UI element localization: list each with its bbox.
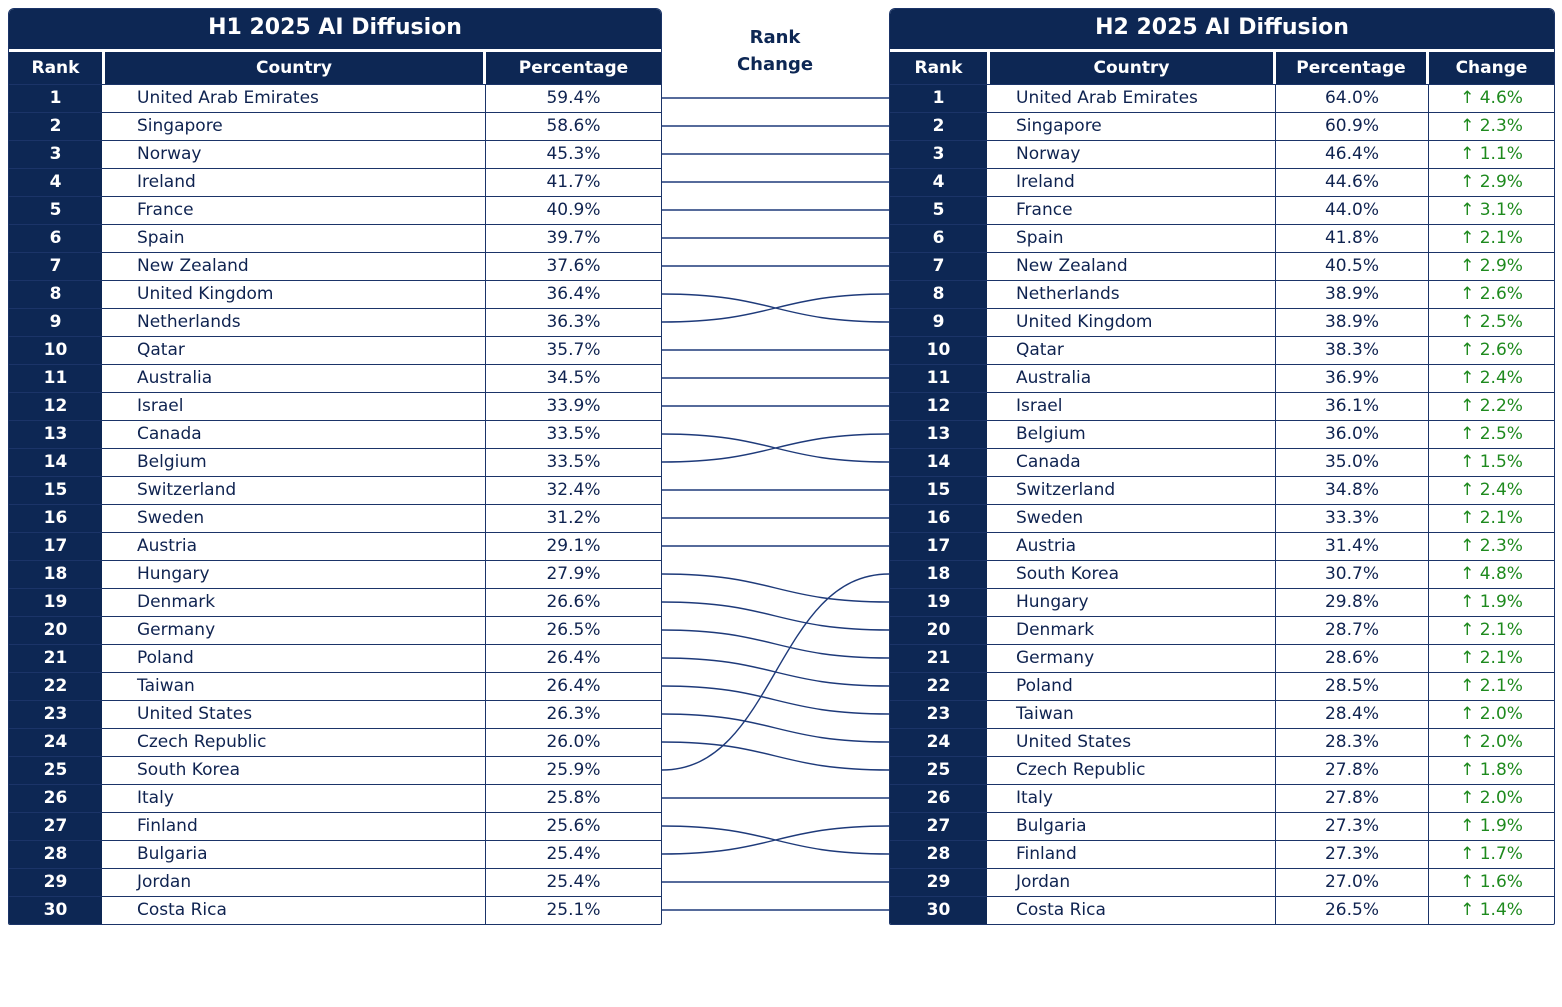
- h1-percentage-cell: 26.6%: [546, 592, 601, 612]
- h2-rank-cell: 27: [890, 813, 990, 840]
- h2-table-row: [890, 728, 1554, 756]
- h2-percentage-cell: 31.4%: [1276, 533, 1429, 560]
- h2-change-cell: ↑ 2.9%: [1460, 172, 1523, 192]
- h1-country-cell: United Arab Emirates: [105, 85, 486, 112]
- h1-country-cell: Jordan: [105, 869, 486, 896]
- h2-percentage-cell: 28.7%: [1276, 617, 1429, 644]
- h2-percentage-cell: 36.0%: [1276, 421, 1429, 448]
- h2-rank-cell: 8: [890, 281, 990, 308]
- h2-table-row: [890, 140, 1554, 168]
- h1-rank-cell: 8: [9, 281, 105, 308]
- h2-percentage-cell: 46.4%: [1276, 141, 1429, 168]
- h1-country-cell: Austria: [105, 533, 486, 560]
- h2-percentage-cell: 27.3%: [1276, 813, 1429, 840]
- h2-table-row: [890, 196, 1554, 224]
- h2-country-cell: Jordan: [990, 869, 1276, 896]
- h1-percentage-cell: 25.6%: [546, 816, 601, 836]
- h1-country-cell: Qatar: [105, 337, 486, 364]
- h2-table-row: [890, 168, 1554, 196]
- h2-country-cell: Bulgaria: [990, 813, 1276, 840]
- h1-percentage-cell: 26.3%: [546, 704, 601, 724]
- h2-table-row: [890, 588, 1554, 616]
- h2-change-cell: ↑ 2.4%: [1460, 368, 1523, 388]
- h2-header-rank: Rank: [890, 52, 990, 84]
- h2-country-cell: United States: [990, 729, 1276, 756]
- h2-rank-cell: 21: [890, 645, 990, 672]
- h2-table-row: [890, 700, 1554, 728]
- h2-rank-cell: 3: [890, 141, 990, 168]
- h1-rank-cell: 5: [9, 197, 105, 224]
- h2-percentage-cell: 38.3%: [1276, 337, 1429, 364]
- h2-change-cell: ↑ 4.6%: [1460, 88, 1523, 108]
- h2-change-cell: ↑ 2.0%: [1460, 704, 1523, 724]
- h1-header-country: Country: [105, 52, 486, 84]
- h2-change-cell: ↑ 3.1%: [1460, 200, 1523, 220]
- h1-rank-cell: 4: [9, 169, 105, 196]
- h2-header-change: Change: [1429, 52, 1554, 84]
- h2-table-row: [890, 784, 1554, 812]
- h2-change-cell: ↑ 2.1%: [1460, 228, 1523, 248]
- h1-rank-cell: 28: [9, 841, 105, 868]
- h1-country-cell: Canada: [105, 421, 486, 448]
- h2-country-cell: Qatar: [990, 337, 1276, 364]
- h2-country-cell: Austria: [990, 533, 1276, 560]
- h2-percentage-cell: 38.9%: [1276, 281, 1429, 308]
- h2-country-cell: Israel: [990, 393, 1276, 420]
- h2-change-cell: ↑ 1.1%: [1460, 144, 1523, 164]
- h2-country-cell: Belgium: [990, 421, 1276, 448]
- h1-rank-cell: 11: [9, 365, 105, 392]
- h2-table-row: [890, 644, 1554, 672]
- h2-table-row: [890, 224, 1554, 252]
- rank-link-19-to-20: [662, 602, 889, 630]
- h1-rank-cell: 7: [9, 253, 105, 280]
- h2-table: [889, 8, 1555, 925]
- h2-rank-cell: 19: [890, 589, 990, 616]
- h1-country-cell: South Korea: [105, 757, 486, 784]
- h1-country-cell: Italy: [105, 785, 486, 812]
- h1-percentage-cell: 26.5%: [546, 620, 601, 640]
- h1-rank-cell: 2: [9, 113, 105, 140]
- h1-country-cell: France: [105, 197, 486, 224]
- h1-rank-cell: 18: [9, 561, 105, 588]
- h2-percentage-cell: 28.4%: [1276, 701, 1429, 728]
- h2-change-cell: ↑ 1.9%: [1460, 816, 1523, 836]
- h2-rank-cell: 25: [890, 757, 990, 784]
- h2-percentage-cell: 60.9%: [1276, 113, 1429, 140]
- h1-percentage-cell: 35.7%: [546, 340, 601, 360]
- h2-percentage-cell: 27.8%: [1276, 785, 1429, 812]
- h2-country-cell: Italy: [990, 785, 1276, 812]
- h1-country-cell: Australia: [105, 365, 486, 392]
- h2-percentage-cell: 27.3%: [1276, 841, 1429, 868]
- h1-rank-cell: 26: [9, 785, 105, 812]
- h2-country-cell: Australia: [990, 365, 1276, 392]
- h2-percentage-cell: 28.3%: [1276, 729, 1429, 756]
- h2-country-cell: Netherlands: [990, 281, 1276, 308]
- h2-table-row: [890, 448, 1554, 476]
- h1-rank-cell: 3: [9, 141, 105, 168]
- h2-country-cell: Germany: [990, 645, 1276, 672]
- h1-country-cell: Ireland: [105, 169, 486, 196]
- h1-rank-cell: 21: [9, 645, 105, 672]
- h2-rank-cell: 17: [890, 533, 990, 560]
- h2-rank-cell: 22: [890, 673, 990, 700]
- h1-percentage-cell: 25.9%: [546, 760, 601, 780]
- h1-rank-cell: 12: [9, 393, 105, 420]
- h2-rank-cell: 20: [890, 617, 990, 644]
- h2-table-row: [890, 560, 1554, 588]
- h2-percentage-cell: 33.3%: [1276, 505, 1429, 532]
- h2-table-row: [890, 756, 1554, 784]
- h2-rank-cell: 18: [890, 561, 990, 588]
- h2-rank-cell: 13: [890, 421, 990, 448]
- h2-table-row: [890, 840, 1554, 868]
- h2-rank-cell: 4: [890, 169, 990, 196]
- h1-country-cell: Switzerland: [105, 477, 486, 504]
- h2-rank-cell: 6: [890, 225, 990, 252]
- h2-rank-cell: 29: [890, 869, 990, 896]
- h2-country-cell: Taiwan: [990, 701, 1276, 728]
- h1-country-cell: Spain: [105, 225, 486, 252]
- h1-percentage-cell: 33.5%: [546, 424, 601, 444]
- h2-percentage-cell: 27.8%: [1276, 757, 1429, 784]
- h1-rank-cell: 14: [9, 449, 105, 476]
- h2-change-cell: ↑ 2.5%: [1460, 424, 1523, 444]
- h2-table-row: [890, 112, 1554, 140]
- h2-change-cell: ↑ 2.6%: [1460, 340, 1523, 360]
- h1-percentage-cell: 33.5%: [546, 452, 601, 472]
- h2-percentage-cell: 26.5%: [1276, 897, 1429, 924]
- h2-change-cell: ↑ 1.8%: [1460, 760, 1523, 780]
- h2-country-cell: Ireland: [990, 169, 1276, 196]
- h2-country-cell: Canada: [990, 449, 1276, 476]
- rank-link-9-to-8: [662, 294, 889, 322]
- h2-table-body: [890, 84, 1554, 924]
- rank-link-14-to-13: [662, 434, 889, 462]
- h2-change-cell: ↑ 2.4%: [1460, 480, 1523, 500]
- h1-percentage-cell: 26.4%: [546, 648, 601, 668]
- h2-percentage-cell: 44.0%: [1276, 197, 1429, 224]
- h1-percentage-cell: 31.2%: [546, 508, 601, 528]
- h1-header-percentage: Percentage: [486, 52, 661, 84]
- h2-change-cell: ↑ 2.9%: [1460, 256, 1523, 276]
- h2-rank-cell: 9: [890, 309, 990, 336]
- h1-percentage-cell: 27.9%: [546, 564, 601, 584]
- h1-country-cell: Germany: [105, 617, 486, 644]
- h1-rank-cell: 23: [9, 701, 105, 728]
- h1-percentage-cell: 33.9%: [546, 396, 601, 416]
- h1-percentage-cell: 25.4%: [546, 872, 601, 892]
- h2-country-cell: Hungary: [990, 589, 1276, 616]
- h1-rank-cell: 30: [9, 897, 105, 924]
- h2-percentage-cell: 41.8%: [1276, 225, 1429, 252]
- h2-change-cell: ↑ 1.4%: [1460, 900, 1523, 920]
- h2-rank-cell: 2: [890, 113, 990, 140]
- h1-country-cell: Finland: [105, 813, 486, 840]
- h1-rank-cell: 22: [9, 673, 105, 700]
- h2-change-cell: ↑ 2.5%: [1460, 312, 1523, 332]
- h2-percentage-cell: 28.5%: [1276, 673, 1429, 700]
- h2-change-cell: ↑ 2.1%: [1460, 648, 1523, 668]
- h1-country-cell: Poland: [105, 645, 486, 672]
- h1-rank-cell: 16: [9, 505, 105, 532]
- h1-percentage-cell: 36.4%: [546, 284, 601, 304]
- h1-country-cell: Singapore: [105, 113, 486, 140]
- h1-percentage-cell: 41.7%: [546, 172, 601, 192]
- h2-change-cell: ↑ 2.1%: [1460, 508, 1523, 528]
- h2-change-cell: ↑ 2.0%: [1460, 732, 1523, 752]
- h2-country-cell: Sweden: [990, 505, 1276, 532]
- h2-rank-cell: 28: [890, 841, 990, 868]
- h1-rank-cell: 20: [9, 617, 105, 644]
- rank-link-23-to-24: [662, 714, 889, 742]
- h1-percentage-cell: 36.3%: [546, 312, 601, 332]
- h2-percentage-cell: 34.8%: [1276, 477, 1429, 504]
- h2-percentage-cell: 64.0%: [1276, 85, 1429, 112]
- h2-rank-cell: 23: [890, 701, 990, 728]
- h2-table-row: [890, 420, 1554, 448]
- h2-change-cell: ↑ 1.7%: [1460, 844, 1523, 864]
- h2-header-percentage: Percentage: [1276, 52, 1429, 84]
- h2-rank-cell: 14: [890, 449, 990, 476]
- h2-percentage-cell: 38.9%: [1276, 309, 1429, 336]
- h2-table-row: [890, 308, 1554, 336]
- h1-table-title: H1 2025 AI Diffusion: [9, 9, 661, 52]
- h2-change-cell: ↑ 1.5%: [1460, 452, 1523, 472]
- h2-country-cell: Spain: [990, 225, 1276, 252]
- h2-country-cell: Finland: [990, 841, 1276, 868]
- h1-rank-cell: 24: [9, 729, 105, 756]
- h2-change-cell: ↑ 2.2%: [1460, 396, 1523, 416]
- h1-country-cell: Norway: [105, 141, 486, 168]
- h1-percentage-cell: 39.7%: [546, 228, 601, 248]
- h1-country-cell: Taiwan: [105, 673, 486, 700]
- h2-percentage-cell: 30.7%: [1276, 561, 1429, 588]
- h2-percentage-cell: 28.6%: [1276, 645, 1429, 672]
- h2-rank-cell: 10: [890, 337, 990, 364]
- h2-percentage-cell: 35.0%: [1276, 449, 1429, 476]
- h2-table-title: H2 2025 AI Diffusion: [890, 9, 1554, 52]
- h2-change-cell: ↑ 2.3%: [1460, 536, 1523, 556]
- h2-percentage-cell: 40.5%: [1276, 253, 1429, 280]
- h2-country-cell: Czech Republic: [990, 757, 1276, 784]
- h2-change-cell: ↑ 2.1%: [1460, 676, 1523, 696]
- h2-country-cell: Switzerland: [990, 477, 1276, 504]
- h1-percentage-cell: 25.8%: [546, 788, 601, 808]
- h2-country-cell: South Korea: [990, 561, 1276, 588]
- rank-change-label-line2: Change: [736, 54, 814, 75]
- h1-rank-cell: 29: [9, 869, 105, 896]
- h2-country-cell: United Kingdom: [990, 309, 1276, 336]
- h2-change-cell: ↑ 2.6%: [1460, 284, 1523, 304]
- h2-country-cell: Costa Rica: [990, 897, 1276, 924]
- h2-percentage-cell: 36.1%: [1276, 393, 1429, 420]
- h2-table-row: [890, 532, 1554, 560]
- h1-country-cell: Costa Rica: [105, 897, 486, 924]
- h1-country-cell: New Zealand: [105, 253, 486, 280]
- h1-country-cell: Sweden: [105, 505, 486, 532]
- h2-country-cell: Norway: [990, 141, 1276, 168]
- h1-country-cell: Czech Republic: [105, 729, 486, 756]
- h1-rank-cell: 1: [9, 85, 105, 112]
- h2-rank-cell: 15: [890, 477, 990, 504]
- h1-percentage-cell: 34.5%: [546, 368, 601, 388]
- h2-change-cell: ↑ 1.6%: [1460, 872, 1523, 892]
- rank-link-18-to-19: [662, 574, 889, 602]
- h1-country-cell: Denmark: [105, 589, 486, 616]
- h2-table-row: [890, 476, 1554, 504]
- h2-rank-cell: 24: [890, 729, 990, 756]
- h1-percentage-cell: 37.6%: [546, 256, 601, 276]
- h2-table-row: [890, 504, 1554, 532]
- h2-table-row: [890, 392, 1554, 420]
- h1-percentage-cell: 25.1%: [546, 900, 601, 920]
- h2-country-cell: United Arab Emirates: [990, 85, 1276, 112]
- h2-change-cell: ↑ 1.9%: [1460, 592, 1523, 612]
- h1-percentage-cell: 58.6%: [546, 116, 601, 136]
- h2-table-row: [890, 280, 1554, 308]
- h2-percentage-cell: 44.6%: [1276, 169, 1429, 196]
- h1-country-cell: Hungary: [105, 561, 486, 588]
- rank-link-20-to-21: [662, 630, 889, 658]
- h2-change-cell: ↑ 2.1%: [1460, 620, 1523, 640]
- h1-rank-cell: 15: [9, 477, 105, 504]
- h2-table-header: [890, 52, 1554, 84]
- h1-rank-cell: 6: [9, 225, 105, 252]
- h1-rank-cell: 27: [9, 813, 105, 840]
- h2-rank-cell: 1: [890, 85, 990, 112]
- h2-table-row: [890, 896, 1554, 924]
- h2-change-cell: ↑ 4.8%: [1460, 564, 1523, 584]
- h1-country-cell: United Kingdom: [105, 281, 486, 308]
- h1-rank-cell: 13: [9, 421, 105, 448]
- h2-table-row: [890, 252, 1554, 280]
- h2-rank-cell: 26: [890, 785, 990, 812]
- h1-percentage-cell: 29.1%: [546, 536, 601, 556]
- h1-rank-cell: 10: [9, 337, 105, 364]
- h1-percentage-cell: 59.4%: [546, 88, 601, 108]
- h1-percentage-cell: 40.9%: [546, 200, 601, 220]
- h2-percentage-cell: 29.8%: [1276, 589, 1429, 616]
- h1-header-rank: Rank: [9, 52, 105, 84]
- h1-rank-cell: 25: [9, 757, 105, 784]
- h2-table-row: [890, 868, 1554, 896]
- h2-change-cell: ↑ 2.0%: [1460, 788, 1523, 808]
- rank-change-label-line1: Rank: [749, 27, 801, 48]
- h2-rank-cell: 7: [890, 253, 990, 280]
- h1-country-cell: Belgium: [105, 449, 486, 476]
- h1-country-cell: Israel: [105, 393, 486, 420]
- rank-link-22-to-23: [662, 686, 889, 714]
- h1-country-cell: Netherlands: [105, 309, 486, 336]
- h1-percentage-cell: 45.3%: [546, 144, 601, 164]
- h2-header-country: Country: [990, 52, 1276, 84]
- h2-country-cell: France: [990, 197, 1276, 224]
- h2-rank-cell: 5: [890, 197, 990, 224]
- h2-table-row: [890, 336, 1554, 364]
- h2-change-cell: ↑ 2.3%: [1460, 116, 1523, 136]
- h1-rank-cell: 9: [9, 309, 105, 336]
- h2-country-cell: Poland: [990, 673, 1276, 700]
- h2-rank-cell: 11: [890, 365, 990, 392]
- h2-percentage-cell: 27.0%: [1276, 869, 1429, 896]
- h2-country-cell: New Zealand: [990, 253, 1276, 280]
- h2-table-row: [890, 84, 1554, 112]
- h1-percentage-cell: 25.4%: [546, 844, 601, 864]
- h2-table-row: [890, 672, 1554, 700]
- h2-rank-cell: 16: [890, 505, 990, 532]
- h1-percentage-cell: 26.0%: [546, 732, 601, 752]
- rank-link-24-to-25: [662, 742, 889, 770]
- h1-country-cell: Bulgaria: [105, 841, 486, 868]
- h2-table-row: [890, 812, 1554, 840]
- h2-percentage-cell: 36.9%: [1276, 365, 1429, 392]
- h2-table-row: [890, 364, 1554, 392]
- h2-table-row: [890, 616, 1554, 644]
- h1-rank-cell: 17: [9, 533, 105, 560]
- h1-country-cell: United States: [105, 701, 486, 728]
- h1-percentage-cell: 26.4%: [546, 676, 601, 696]
- h1-percentage-cell: 32.4%: [546, 480, 601, 500]
- rank-link-28-to-27: [662, 826, 889, 854]
- h2-rank-cell: 12: [890, 393, 990, 420]
- h2-country-cell: Denmark: [990, 617, 1276, 644]
- h1-rank-cell: 19: [9, 589, 105, 616]
- h2-country-cell: Singapore: [990, 113, 1276, 140]
- h2-rank-cell: 30: [890, 897, 990, 924]
